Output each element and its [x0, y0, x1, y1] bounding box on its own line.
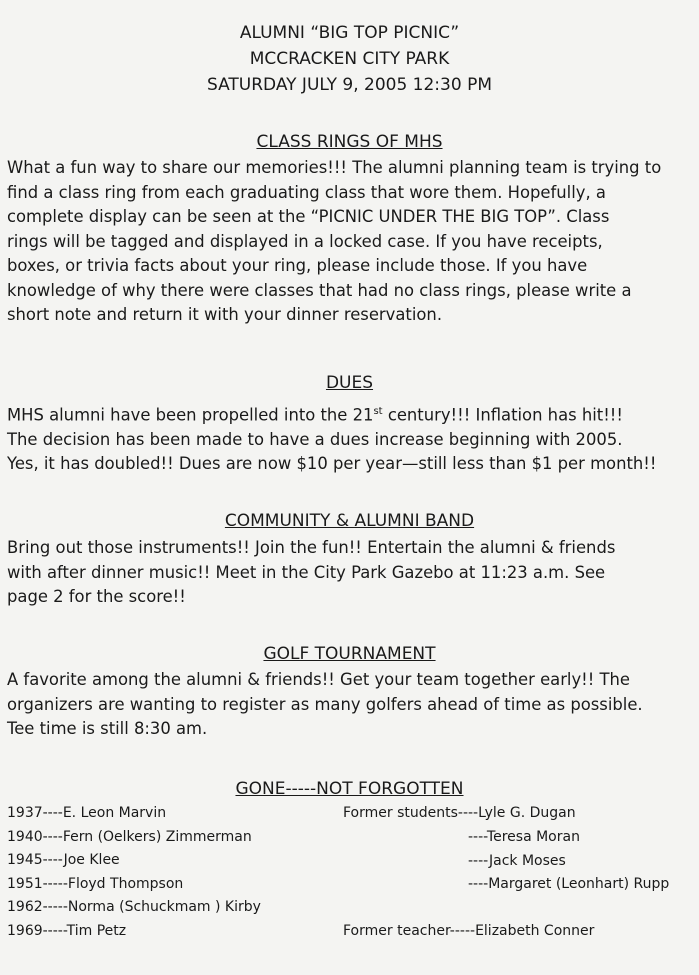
rings-line: short note and return it with your dinner reservation. [7, 305, 443, 324]
rings-paragraph [7, 156, 697, 328]
dues-line1-text: MHS alumni have been propelled into the 21 [7, 405, 374, 425]
dues-paragraph [7, 400, 697, 477]
event-title: ALUMNI “BIG TOP PICNIC” [239, 23, 460, 43]
dues-line: The decision has been made to have a dues increase beginning with 2005. [7, 429, 623, 449]
rings-line: What a fun way to share our memories!!! The alumni planning team is trying to [7, 158, 662, 177]
golf-line: organizers are wanting to register as many golfers ahead of time as possible. [7, 694, 643, 714]
memorial-entry: 1962-----Norma (Schuckmam ) Kirby [7, 899, 261, 915]
memorial-entry: ----Teresa Moran [468, 829, 580, 845]
memorial-entry: 1945----Joe Klee [7, 852, 120, 868]
band-line: with after dinner music!! Meet in the City Park Gazebo at 11:23 a.m. See [7, 562, 606, 582]
rings-line: complete display can be seen at the “PICNIC UNDER THE BIG TOP”. Class [7, 207, 610, 226]
golf-line: A favorite among the alumni & friends!! Get your team together early!! The [7, 670, 631, 689]
dues-line1-rest: century!!! Inflation has hit!!! [382, 405, 623, 425]
golf-line: Tee time is still 8:30 am. [7, 719, 208, 738]
gone-heading: GONE-----NOT FORGOTTEN [235, 779, 464, 799]
memorial-entry: 1937----E. Leon Marvin [7, 805, 167, 821]
dues-superscript: st [373, 406, 383, 417]
band-paragraph [7, 536, 697, 610]
former-teacher: Former teacher-----Elizabeth Conner [343, 923, 595, 939]
former-students-list [468, 826, 669, 897]
event-date: SATURDAY JULY 9, 2005 12:30 PM [206, 75, 492, 95]
band-line: Bring out those instruments!! Join the fun!! Entertain the alumni & friends [7, 538, 616, 557]
rings-line: boxes, or trivia facts about your ring, please include those. If you have [7, 256, 588, 275]
former-students-label: Former students----Lyle G. Dugan [343, 805, 576, 821]
dues-line: Yes, it has doubled!! Dues are now $10 per year—still less than $1 per month!! [7, 454, 657, 474]
memorial-entry: ----Margaret (Leonhart) Rupp [468, 876, 670, 892]
golf-heading: GOLF TOURNAMENT [263, 644, 436, 664]
rings-heading: CLASS RINGS OF MHS [256, 132, 443, 152]
event-header [0, 20, 699, 98]
band-heading: COMMUNITY & ALUMNI BAND [224, 511, 475, 531]
memorial-entry: 1940----Fern (Oelkers) Zimmerman [7, 828, 252, 845]
event-location: MCCRACKEN CITY PARK [249, 49, 450, 69]
gone-left-list [7, 802, 261, 943]
dues-heading: DUES [325, 373, 374, 393]
rings-line: knowledge of why there were classes that had no class rings, please write a [7, 280, 632, 300]
memorial-entry: ----Jack Moses [468, 852, 566, 869]
dues-line [7, 400, 697, 428]
memorial-entry: 1951-----Floyd Thompson [7, 875, 184, 892]
rings-line: rings will be tagged and displayed in a locked case. If you have receipts, [7, 231, 603, 251]
memorial-entry: 1969-----Tim Petz [7, 922, 127, 939]
golf-paragraph [7, 668, 697, 742]
rings-line: find a class ring from each graduating class that wore them. Hopefully, a [7, 182, 606, 202]
band-line: page 2 for the score!! [7, 587, 186, 606]
